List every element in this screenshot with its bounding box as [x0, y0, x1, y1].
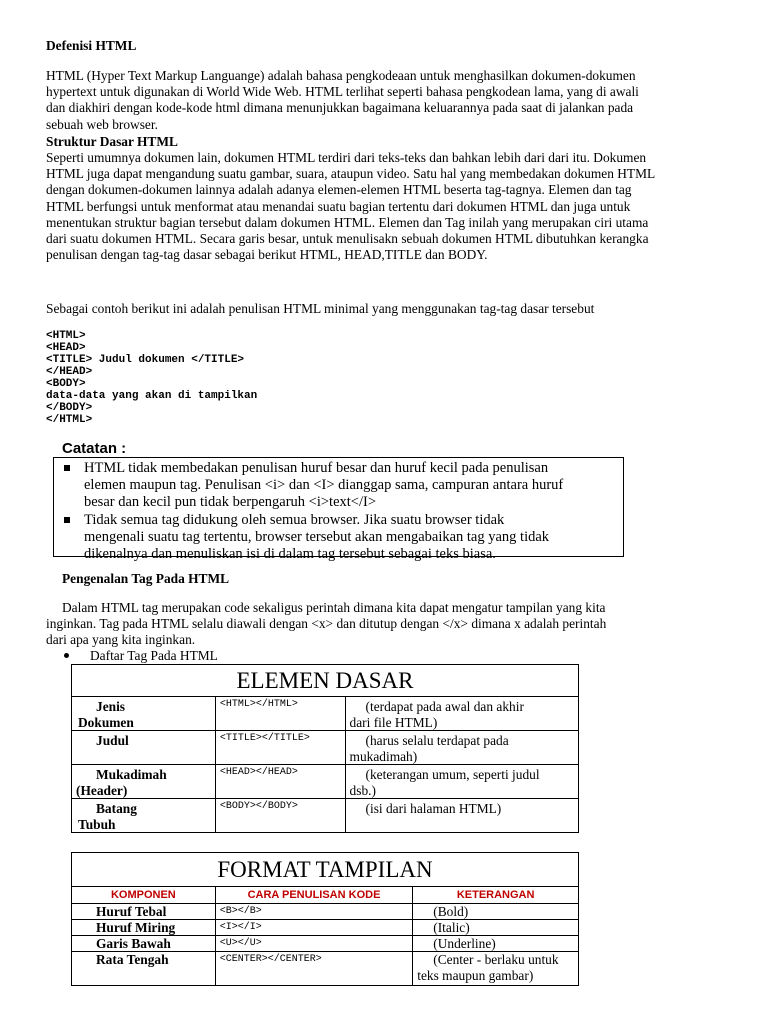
bullet-dot-icon — [64, 653, 69, 658]
table-cell-code: <B></B> — [215, 904, 413, 920]
table-row — [72, 765, 579, 799]
table-cell-code: <TITLE></TITLE> — [215, 731, 345, 765]
table-cell-desc — [345, 799, 578, 833]
table-cell-desc — [413, 920, 579, 936]
table-title-row — [72, 853, 579, 887]
text-line: sebuah web browser. — [46, 116, 158, 132]
code-block — [46, 330, 257, 426]
table-row — [72, 731, 579, 765]
code-line: </HEAD> — [46, 366, 93, 378]
table-cell-code: <U></U> — [215, 936, 413, 952]
table-row — [72, 936, 579, 952]
table-row — [72, 799, 579, 833]
code-line: <TITLE> Judul dokumen </TITLE> — [46, 354, 245, 366]
text-line: dengan dokumen-dokumen lainnya adalah adanya elemen-elemen HTML beserta tag-tagnya. Elemen dan tag — [46, 182, 632, 198]
table-cell-label — [72, 697, 216, 731]
table-row — [72, 920, 579, 936]
heading-pengenalan: Pengenalan Tag Pada HTML — [62, 571, 230, 586]
table-title: FORMAT TAMPILAN — [72, 853, 579, 887]
code-line: <BODY> — [46, 378, 86, 390]
heading-struktur: Struktur Dasar HTML — [46, 134, 178, 149]
label-line: (Header) — [76, 782, 128, 798]
column-header: CARA PENULISAN KODE — [215, 887, 413, 904]
catatan-item — [58, 512, 615, 564]
paragraph-definisi — [46, 68, 708, 133]
table-cell-code: <I></I> — [215, 920, 413, 936]
catatan-line: mengenali suatu tag tertentu, browser tersebut akan mengabaikan tag yang tidak — [84, 528, 550, 545]
table-cell-label: Huruf Miring — [72, 920, 216, 936]
table-title-row — [72, 665, 579, 697]
paragraph-struktur — [46, 150, 708, 263]
table-cell-label — [72, 799, 216, 833]
desc-line: (Italic) — [433, 920, 470, 935]
text-line: Seperti umumnya dokumen lain, dokumen HTML terdiri dari teks-teks dan bahkan lebih dari dari itu. Dokumen — [46, 150, 647, 165]
desc-line: (Underline) — [433, 936, 496, 951]
table-header-row — [72, 887, 579, 904]
code-line: </HTML> — [46, 414, 93, 426]
table-format-tampilan — [71, 852, 579, 986]
text-line: penulisan dengan tag-tag dasar sebagai berikut HTML, HEAD,TITLE dan BODY. — [46, 247, 488, 263]
table-cell-code: <HTML></HTML> — [215, 697, 345, 731]
text-line: HTML (Hyper Text Markup Languange) adalah bahasa pengkodeaan untuk menghasilkan dokumen-dokumen — [46, 68, 636, 83]
square-bullet-icon — [64, 465, 70, 471]
table-cell-label — [72, 765, 216, 799]
desc-line: dari file HTML) — [349, 714, 438, 730]
catatan-line: dikenalnya dan menuliskan isi di dalam tag tersebut sebagai teks biasa. — [84, 546, 496, 563]
table-cell-desc — [413, 904, 579, 920]
label-line: Jenis — [96, 699, 126, 714]
bullet-daftar-tag: Daftar Tag Pada HTML — [90, 648, 218, 663]
code-line: <HEAD> — [46, 342, 86, 354]
desc-line: dsb.) — [349, 782, 376, 798]
text-line: dari suatu dokumen HTML. Secara garis besar, untuk menulisakn sebuah dokumen HTML dibutuhkan kerangka — [46, 231, 649, 247]
catatan-line: Tidak semua tag didukung oleh semua browser. Jika suatu browser tidak — [84, 511, 505, 528]
table-cell-code: <CENTER></CENTER> — [215, 952, 413, 986]
table-row — [72, 904, 579, 920]
catatan-item — [58, 460, 615, 512]
text-line: HTML juga dapat mengandung suatu gambar, suara, ataupun video. Satu hal yang membedakan dokumen HTML — [46, 166, 656, 182]
square-bullet-icon — [64, 517, 70, 523]
table-cell-label: Garis Bawah — [72, 936, 216, 952]
table-cell-desc — [345, 731, 578, 765]
text-line: HTML berfungsi untuk menformat atau menandai suatu bagian tertentu dari dokumen HTML dan juga untuk — [46, 198, 631, 214]
text-line: hypertext untuk digunakan di World Wide Web. HTML terlihat seperti bahasa pengkodean lama, yang di awali — [46, 84, 639, 100]
desc-line: teks maupun gambar) — [417, 967, 534, 983]
column-header: KETERANGAN — [413, 887, 579, 904]
code-line: <HTML> — [46, 330, 86, 342]
table-cell-label: Rata Tengah — [72, 952, 216, 986]
label-line: Dokumen — [78, 714, 134, 730]
desc-line: (keterangan umum, seperti judul — [365, 767, 540, 782]
column-header: KOMPONEN — [72, 887, 216, 904]
table-cell-desc — [345, 697, 578, 731]
desc-line: mukadimah) — [349, 748, 418, 764]
table-cell-code: <HEAD></HEAD> — [215, 765, 345, 799]
catatan-line: besar dan kecil pun tidak berpengaruh <i>text</I> — [84, 494, 377, 511]
label-line: Judul — [96, 733, 129, 748]
catatan-title: Catatan : — [62, 440, 127, 457]
text-line: dan diakhiri dengan kode-kode html dimana menunjukkan bagaimana keluarannya pada saat di jalankan pada — [46, 100, 634, 116]
text-line: Dalam HTML tag merupakan code sekaligus perintah dimana kita dapat mengatur tampilan yang kita — [62, 600, 606, 615]
text-line: dari apa yang kita inginkan. — [46, 632, 196, 648]
table-cell-code: <BODY></BODY> — [215, 799, 345, 833]
text-line: menentukan struktur bagian tersebut dalam dokumen HTML. Elemen dan Tag inilah yang merupakan ciri utama — [46, 214, 649, 230]
catatan-line: elemen maupun tag. Penulisan <i> dan <I> dianggap sama, campuran antara huruf — [84, 477, 564, 494]
table-cell-label: Huruf Tebal — [72, 904, 216, 920]
table-row — [72, 952, 579, 986]
contoh-intro: Sebagai contoh berikut ini adalah penulisan HTML minimal yang menggunakan tag-tag dasar tersebut — [46, 301, 595, 316]
table-cell-desc — [413, 936, 579, 952]
paragraph-pengenalan — [46, 600, 708, 649]
label-line: Batang — [96, 801, 137, 816]
desc-line: (terdapat pada awal dan akhir — [365, 699, 524, 714]
table-cell-desc — [345, 765, 578, 799]
desc-line: (harus selalu terdapat pada — [365, 733, 509, 748]
desc-line: (Center - berlaku untuk — [433, 952, 559, 967]
label-line: Tubuh — [78, 816, 116, 832]
code-line: </BODY> — [46, 402, 93, 414]
catatan-line: HTML tidak membedakan penulisan huruf besar dan huruf kecil pada penulisan — [84, 460, 549, 476]
table-cell-label — [72, 731, 216, 765]
text-line: inginkan. Tag pada HTML selalu diawali dengan <x> dan ditutup dengan </x> dimana x adalah perintah — [46, 616, 607, 632]
heading-definisi: Defenisi HTML — [46, 38, 137, 53]
table-elemen-dasar — [71, 664, 579, 833]
label-line: Mukadimah — [96, 767, 167, 782]
desc-line: (isi dari halaman HTML) — [365, 801, 502, 816]
catatan-box — [53, 457, 624, 563]
code-line: data-data yang akan di tampilkan — [46, 390, 258, 402]
table-row — [72, 697, 579, 731]
table-cell-desc — [413, 952, 579, 986]
table-title: ELEMEN DASAR — [72, 665, 579, 697]
desc-line: (Bold) — [433, 904, 469, 919]
